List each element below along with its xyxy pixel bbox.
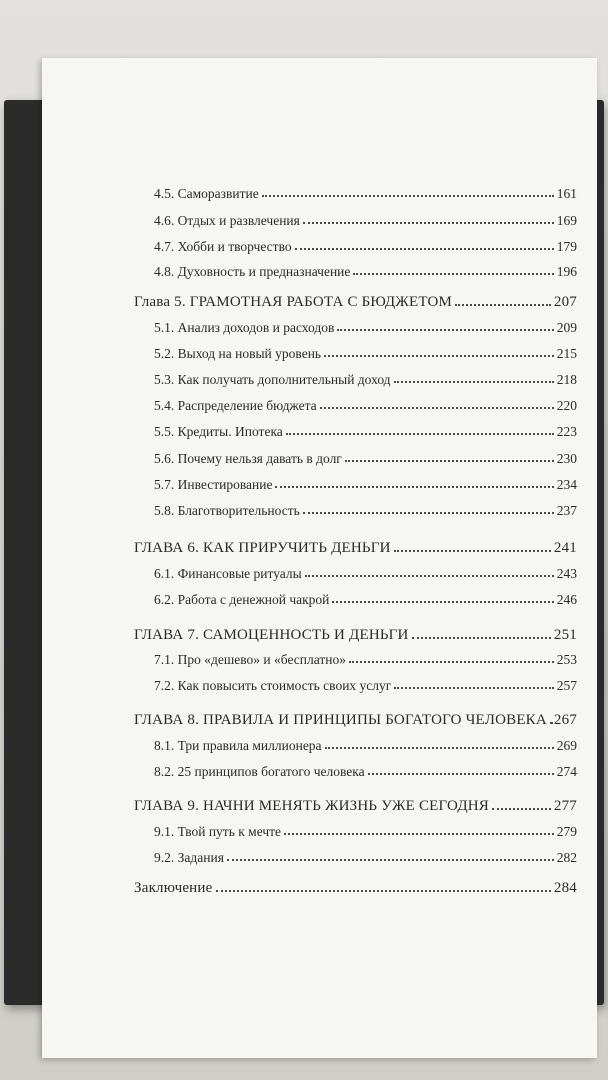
toc-page-number: 161 — [556, 186, 577, 201]
dot-leader — [286, 432, 554, 435]
toc-entry-title: 9.1. Твой путь к мечте — [154, 824, 282, 839]
dot-leader — [394, 549, 551, 552]
dot-leader — [295, 247, 554, 250]
toc-entry-title: 4.7. Хобби и творчество — [154, 239, 292, 254]
toc-entry-title: 8.1. Три правила миллионера — [154, 738, 322, 753]
dot-leader — [353, 272, 553, 275]
toc-chapter-entry — [134, 627, 577, 644]
toc-section-entry — [154, 372, 577, 388]
toc-section-entry — [154, 824, 577, 840]
toc-page-number: 274 — [556, 764, 577, 779]
dot-leader — [227, 858, 554, 861]
dot-leader — [284, 832, 554, 835]
toc-entry-title: 4.6. Отдых и развлечения — [154, 213, 300, 228]
toc-page-number: 237 — [556, 503, 577, 518]
toc-page-number: 179 — [556, 239, 577, 254]
toc-page-number: 207 — [553, 294, 577, 310]
toc-page-number: 243 — [556, 566, 577, 581]
dot-leader — [320, 406, 554, 409]
toc-entry-title: ГЛАВА 6. КАК ПРИРУЧИТЬ ДЕНЬГИ — [134, 540, 391, 556]
toc-entry-title: 4.5. Саморазвитие — [154, 186, 259, 201]
toc-section-entry — [154, 503, 577, 519]
toc-page-number: 246 — [556, 592, 577, 607]
dot-leader — [305, 574, 554, 577]
toc-section-entry — [154, 592, 577, 608]
toc-entry-title: 8.2. 25 принципов богатого человека — [154, 764, 365, 779]
toc-section-entry — [154, 186, 577, 202]
toc-entry-title: 5.6. Почему нельзя давать в долг — [154, 451, 342, 466]
toc-page-number: 218 — [556, 372, 577, 387]
toc-page-number: 279 — [556, 824, 577, 839]
toc-entry-title: 5.4. Распределение бюджета — [154, 398, 317, 413]
toc-page-number: 209 — [556, 320, 577, 335]
toc-section-entry — [154, 738, 577, 754]
toc-entry-title: 5.7. Инвестирование — [154, 477, 273, 492]
toc-entry-title: 4.8. Духовность и предназначение — [154, 264, 351, 279]
toc-page-number: 251 — [553, 627, 577, 643]
dot-leader — [349, 660, 554, 663]
toc-entry-title: ГЛАВА 8. ПРАВИЛА И ПРИНЦИПЫ БОГАТОГО ЧЕЛОВЕКА — [134, 712, 547, 728]
toc-section-entry — [154, 264, 577, 280]
dot-leader — [455, 303, 551, 306]
dot-leader — [303, 511, 554, 514]
toc-section-entry — [154, 398, 577, 414]
dot-leader — [325, 746, 554, 749]
toc-page-number: 253 — [556, 652, 577, 667]
dot-leader — [394, 380, 554, 383]
dot-leader — [332, 600, 553, 603]
toc-chapter-entry — [134, 798, 577, 815]
dot-leader — [216, 889, 551, 892]
toc-chapter-entry — [134, 294, 577, 311]
dot-leader — [492, 807, 551, 810]
toc-entry-title: Заключение — [134, 880, 213, 896]
toc-entry-title: 5.3. Как получать дополнительный доход — [154, 372, 391, 387]
dot-leader — [412, 636, 551, 639]
toc-section-entry — [154, 213, 577, 229]
toc-section-entry — [154, 678, 577, 694]
toc-page-number: 267 — [553, 712, 577, 728]
toc-page-number: 277 — [553, 798, 577, 814]
dot-leader — [368, 772, 554, 775]
toc-section-entry — [154, 424, 577, 440]
toc-chapter-entry — [134, 880, 577, 897]
toc-entry-title: 6.2. Работа с денежной чакрой — [154, 592, 330, 607]
toc-chapter-entry — [134, 712, 577, 729]
toc-page-number: 215 — [556, 346, 577, 361]
table-of-contents — [42, 58, 597, 1058]
toc-section-entry — [154, 850, 577, 866]
toc-entry-title: 5.8. Благотворительность — [154, 503, 300, 518]
dot-leader — [345, 459, 554, 462]
toc-section-entry — [154, 239, 577, 255]
dot-leader — [324, 354, 554, 357]
toc-entry-title: 5.1. Анализ доходов и расходов — [154, 320, 335, 335]
toc-entry-title: ГЛАВА 7. САМОЦЕННОСТЬ И ДЕНЬГИ — [134, 627, 409, 643]
toc-page-number: 230 — [556, 451, 577, 466]
toc-page-number: 169 — [556, 213, 577, 228]
toc-entry-title: 7.2. Как повысить стоимость своих услуг — [154, 678, 392, 693]
toc-entry-title: 9.2. Задания — [154, 850, 224, 865]
toc-page-number: 196 — [556, 264, 577, 279]
toc-page-number: 241 — [553, 540, 577, 556]
toc-page-number: 282 — [556, 850, 577, 865]
dot-leader — [262, 194, 554, 197]
toc-section-entry — [154, 320, 577, 336]
toc-section-entry — [154, 652, 577, 668]
toc-section-entry — [154, 566, 577, 582]
toc-entry-title: 5.2. Выход на новый уровень — [154, 346, 322, 361]
toc-section-entry — [154, 346, 577, 362]
book-page — [42, 58, 597, 1058]
toc-page-number: 284 — [553, 880, 577, 896]
toc-page-number: 257 — [556, 678, 577, 693]
toc-entry-title: ГЛАВА 9. НАЧНИ МЕНЯТЬ ЖИЗНЬ УЖЕ СЕГОДНЯ — [134, 798, 489, 814]
toc-page-number: 223 — [556, 424, 577, 439]
dot-leader — [337, 328, 553, 331]
toc-page-number: 234 — [556, 477, 577, 492]
toc-section-entry — [154, 451, 577, 467]
toc-page-number: 220 — [556, 398, 577, 413]
toc-entry-title: 6.1. Финансовые ритуалы — [154, 566, 302, 581]
toc-chapter-entry — [134, 540, 577, 557]
dot-leader — [394, 686, 553, 689]
toc-section-entry — [154, 477, 577, 493]
dot-leader — [550, 721, 551, 724]
toc-page-number: 269 — [556, 738, 577, 753]
toc-section-entry — [154, 764, 577, 780]
toc-entry-title: Глава 5. ГРАМОТНАЯ РАБОТА С БЮДЖЕТОМ — [134, 294, 453, 310]
toc-entry-title: 5.5. Кредиты. Ипотека — [154, 424, 283, 439]
dot-leader — [275, 485, 553, 488]
dot-leader — [303, 221, 554, 224]
toc-entry-title: 7.1. Про «дешево» и «бесплатно» — [154, 652, 346, 667]
